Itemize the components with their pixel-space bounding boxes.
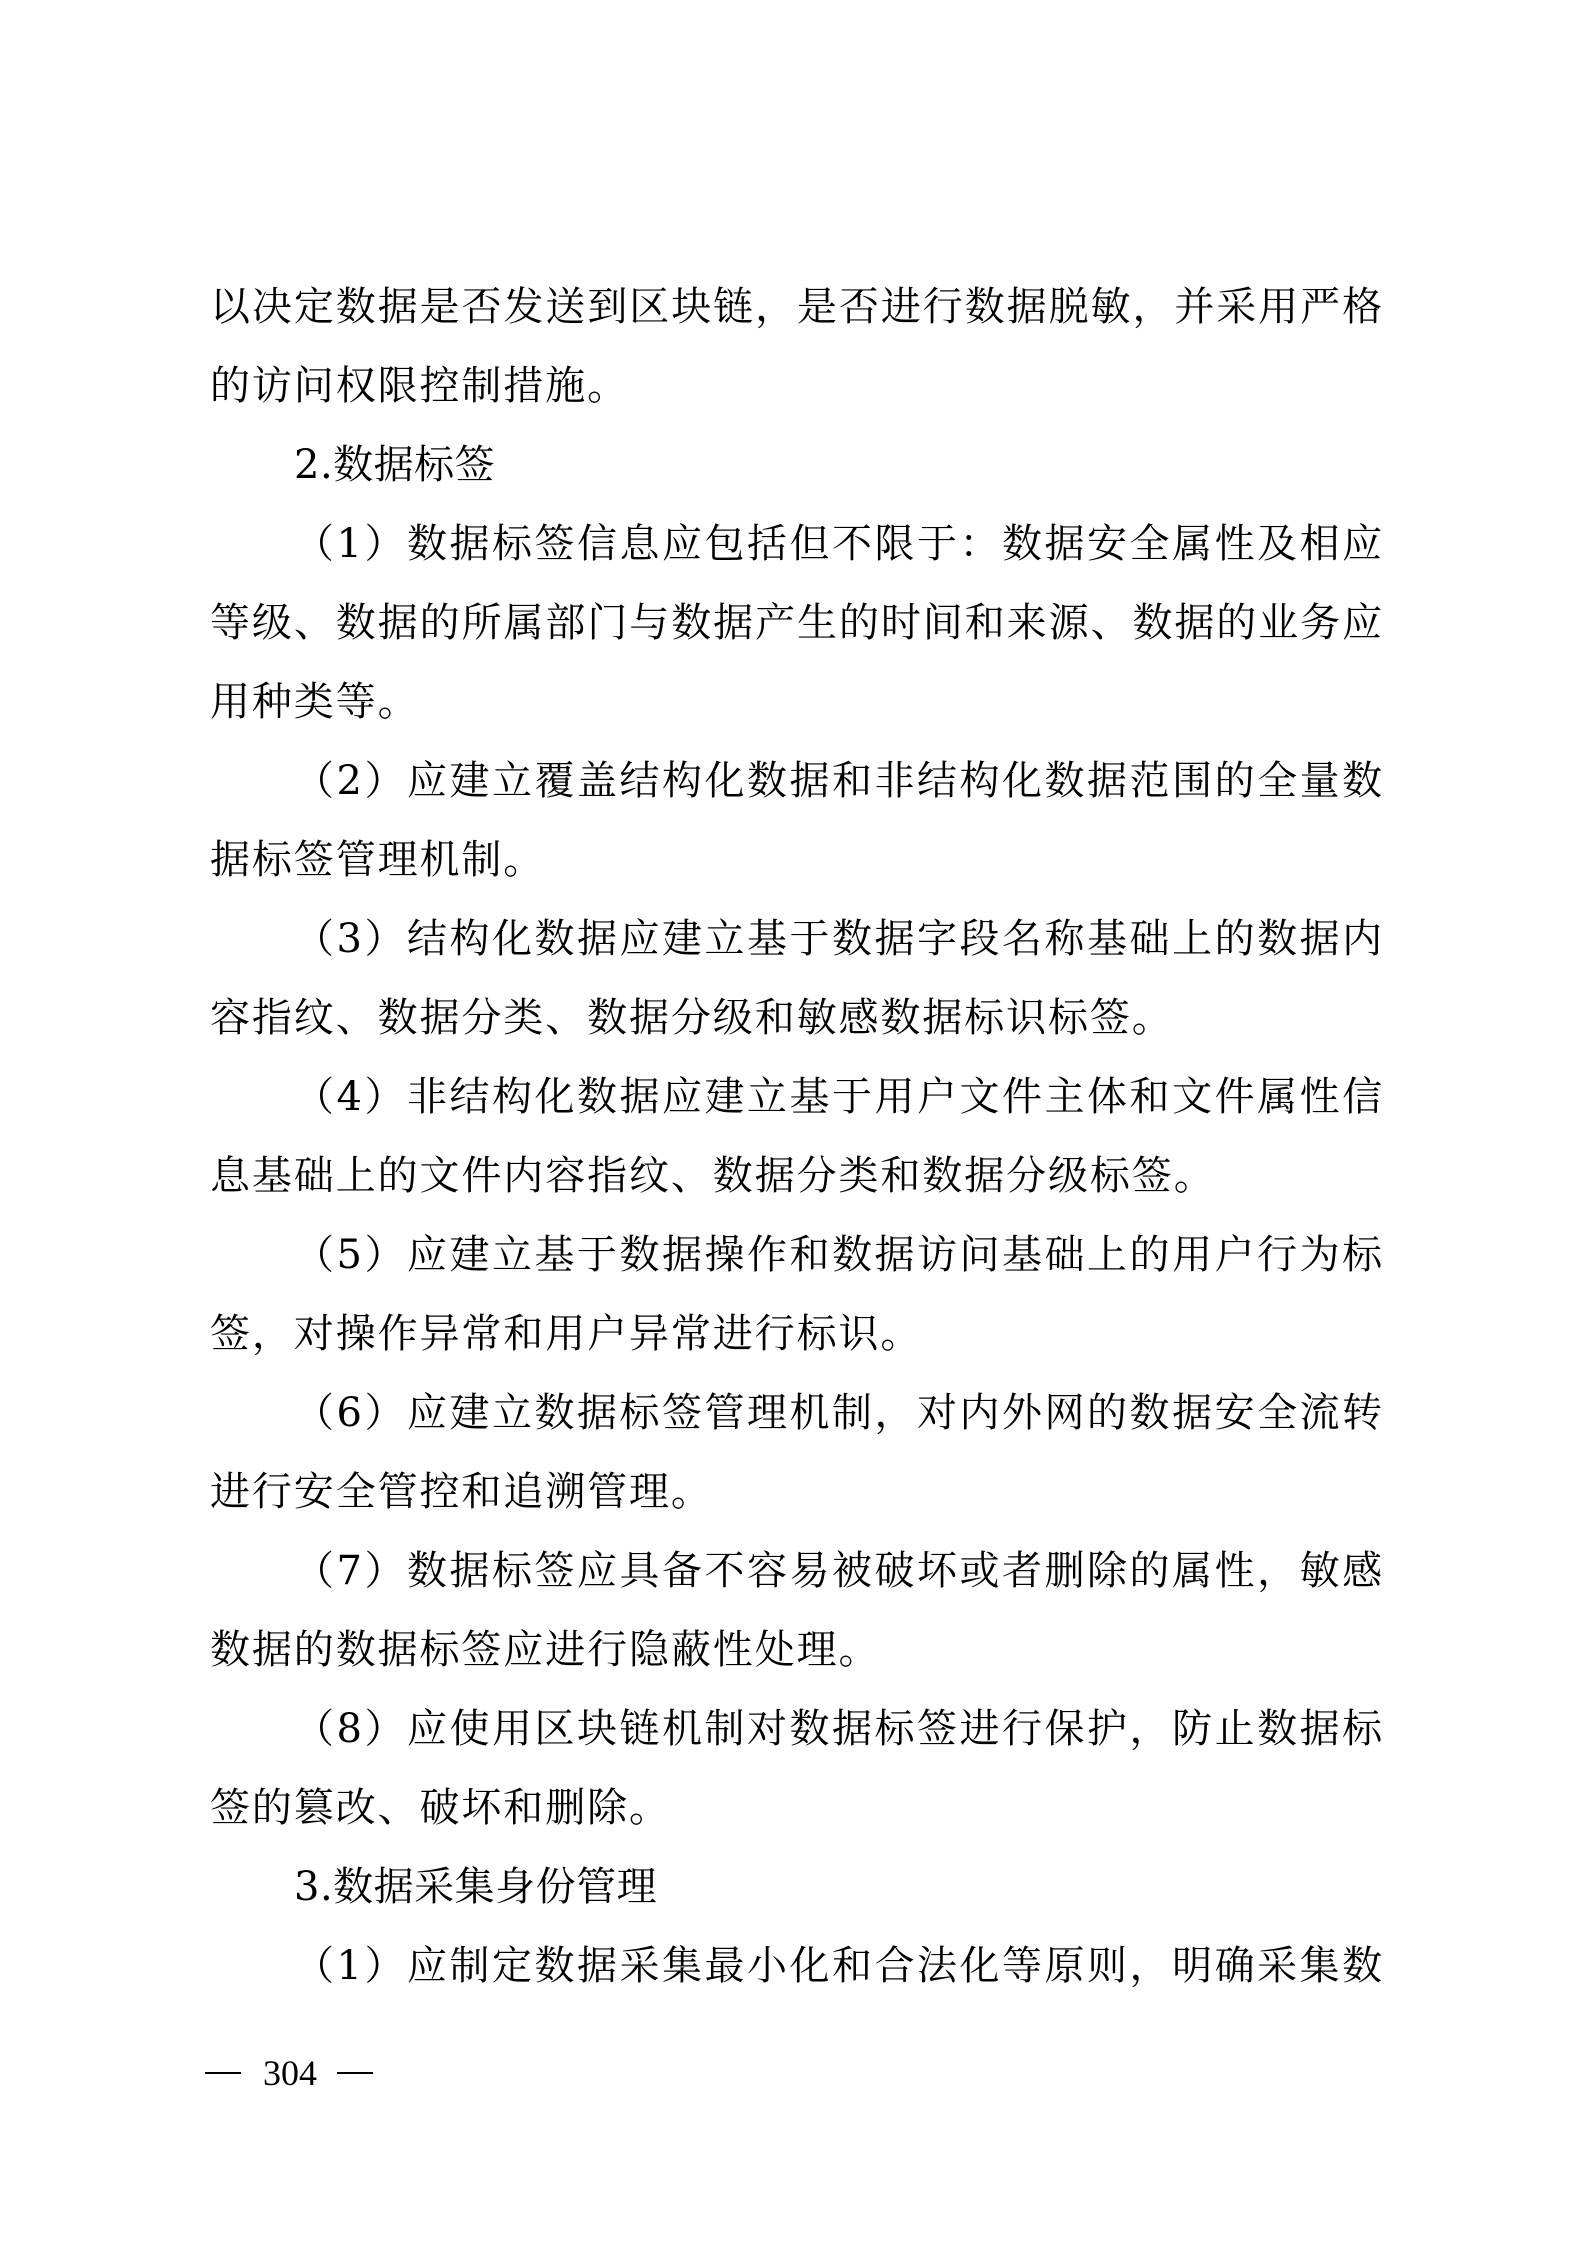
list-item-1-start: （1）应制定数据采集最小化和合法化等原则，明确采集数 bbox=[294, 1943, 1384, 1989]
paragraph-line: 签，对操作异常和用户异常进行标识。 bbox=[210, 1311, 923, 1357]
list-item-1-start: （1）数据标签信息应包括但不限于：数据安全属性及相应 bbox=[294, 521, 1384, 567]
list-item-4-start: （4）非结构化数据应建立基于用户文件主体和文件属性信 bbox=[294, 1074, 1384, 1120]
paragraph-line: 等级、数据的所属部门与数据产生的时间和来源、数据的业务应 bbox=[210, 600, 1384, 646]
paragraph-line: 用种类等。 bbox=[210, 679, 420, 725]
list-item-8-start: （8）应使用区块链机制对数据标签进行保护，防止数据标 bbox=[294, 1706, 1384, 1752]
paragraph-line: 息基础上的文件内容指纹、数据分类和数据分级标签。 bbox=[210, 1153, 1216, 1199]
page-number: 304 bbox=[263, 2053, 317, 2093]
list-item-7-start: （7）数据标签应具备不容易被破坏或者删除的属性，敏感 bbox=[294, 1548, 1384, 1594]
paragraph-line: 的访问权限控制措施。 bbox=[210, 363, 629, 409]
paragraph-line: 据标签管理机制。 bbox=[210, 837, 546, 883]
paragraph-line: 签的篡改、破坏和删除。 bbox=[210, 1785, 671, 1831]
page-number-footer bbox=[205, 2050, 373, 2096]
body-text bbox=[210, 268, 1384, 2006]
dash-right bbox=[337, 2072, 373, 2074]
list-item-6-start: （6）应建立数据标签管理机制，对内外网的数据安全流转 bbox=[294, 1390, 1384, 1436]
paragraph-line: 进行安全管控和追溯管理。 bbox=[210, 1469, 713, 1515]
paragraph-line: 数据的数据标签应进行隐蔽性处理。 bbox=[210, 1627, 881, 1673]
section-heading-data-labels: 2.数据标签 bbox=[294, 442, 496, 488]
paragraph-line: 以决定数据是否发送到区块链，是否进行数据脱敏，并采用严格 bbox=[210, 284, 1384, 330]
paragraph-line: 容指纹、数据分类、数据分级和敏感数据标识标签。 bbox=[210, 995, 1174, 1041]
list-item-2-start: （2）应建立覆盖结构化数据和非结构化数据范围的全量数 bbox=[294, 758, 1384, 804]
section-heading-collection-identity: 3.数据采集身份管理 bbox=[294, 1864, 658, 1910]
list-item-5-start: （5）应建立基于数据操作和数据访问基础上的用户行为标 bbox=[294, 1232, 1384, 1278]
list-item-3-start: （3）结构化数据应建立基于数据字段名称基础上的数据内 bbox=[294, 916, 1384, 962]
dash-left bbox=[205, 2072, 241, 2074]
